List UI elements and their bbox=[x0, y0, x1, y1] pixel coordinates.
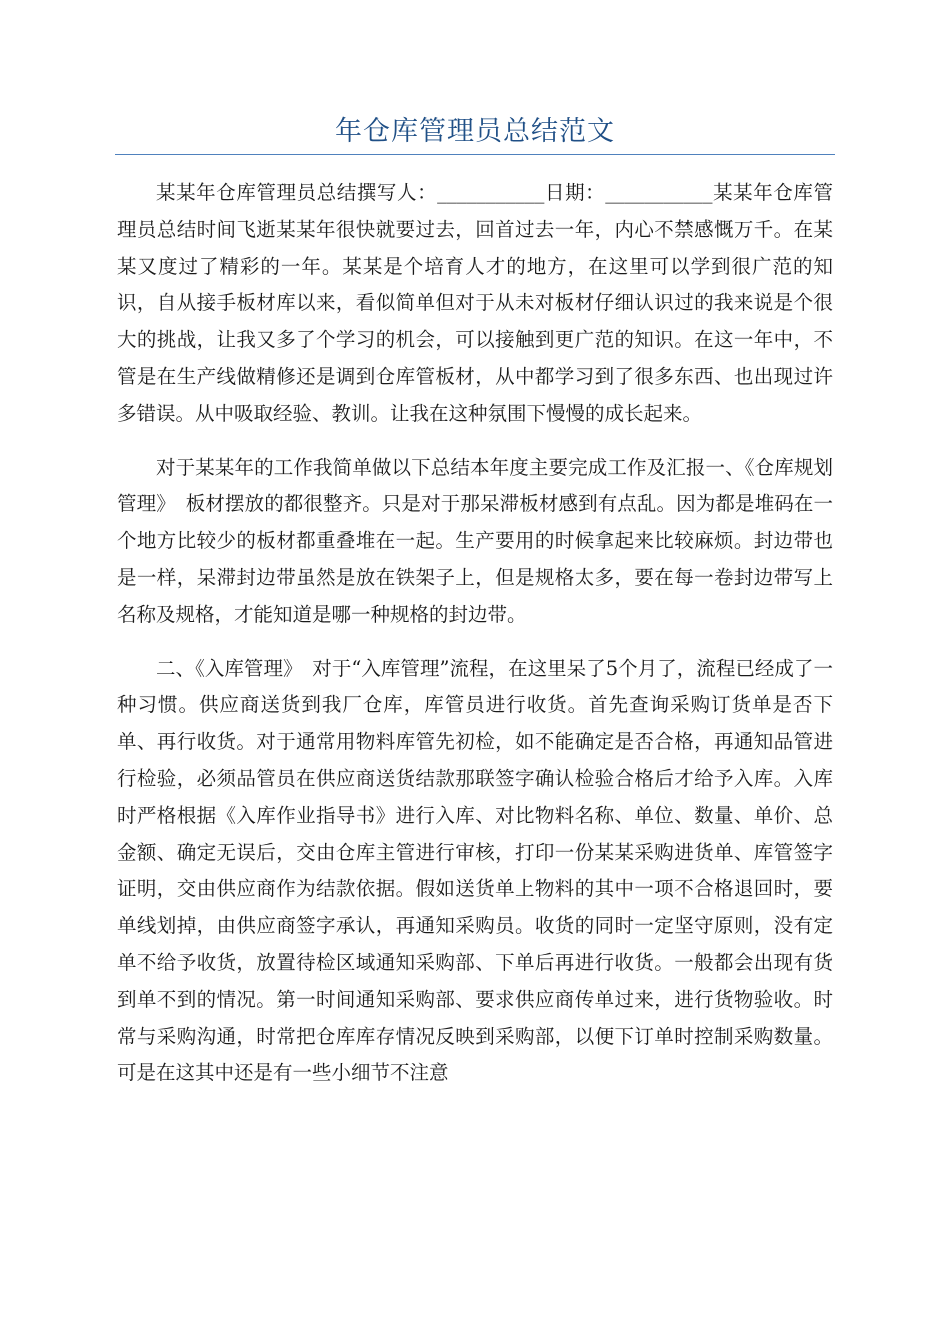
title-underline bbox=[115, 154, 835, 155]
paragraph-intro: 某某年仓库管理员总结撰写人：___________日期：___________某某年仓库管理员总结时间飞逝某某年很快就要过去，回首过去一年，内心不禁感慨万千。在某某又度过了精彩的一年。某某是个培育人才的地方，在这里可以学到很广范的知识，自从接手板材库以来，看似简单但对于从未对板材仔细认识过的我来说是个很大的挑战，让我又多了个学习的机会，可以接触到更广范的知识。在这一年中，不管是在生产线做精修还是调到仓库管板材，从中都学习到了很多东西、也出现过许多错误。从中吸取经验、教训。让我在这种氛围下慢慢的成长起来。 bbox=[117, 181, 833, 425]
document-body bbox=[117, 175, 833, 1109]
paragraph-warehouse-planning: 对于某某年的工作我简单做以下总结本年度主要完成工作及汇报一、《仓库规划管理》 板材摆放的都很整齐。只是对于那呆滞板材感到有点乱。因为都是堆码在一个地方比较少的板材都重叠堆在一起。生产要用的时候拿起来比较麻烦。封边带也是一样，呆滞封边带虽然是放在铁架子上，但是规格太多，要在每一卷封边带写上名称及规格，才能知道是哪一种规格的封边带。 bbox=[117, 455, 833, 626]
document-title: 年仓库管理员总结范文 bbox=[335, 116, 615, 147]
paragraph-inbound-management: 二、《入库管理》 对于“入库管理”流程，在这里呆了5个月了，流程已经成了一种习惯。供应商送货到我厂仓库，库管员进行收货。首先查询采购订货单是否下单、再行收货。对于通常用物料库管先初检，如不能确定是否合格，再通知品管进行检验，必须品管员在供应商送货结款那联签字确认检验合格后才给予入库。入库时严格根据《入库作业指导书》进行入库、对比物料名称、单位、数量、单价、总金额、确定无误后，交由仓库主管进行审核，打印一份某某采购进货单、库管签字证明，交由供应商作为结款依据。假如送货单上物料的其中一项不合格退回时，要单线划掉，由供应商签字承认，再通知采购员。收货的同时一定坚守原则，没有定单不给予收货，放置待检区域通知采购部、下单后再进行收货。一般都会出现有货到单不到的情况。第一时间通知采购部、要求供应商传单过来，进行货物验收。时常与采购沟通，时常把仓库库存情况反映到采购部，以便下订单时控制采购数量。可是在这其中还是有一些小细节不注意 bbox=[117, 656, 833, 1085]
